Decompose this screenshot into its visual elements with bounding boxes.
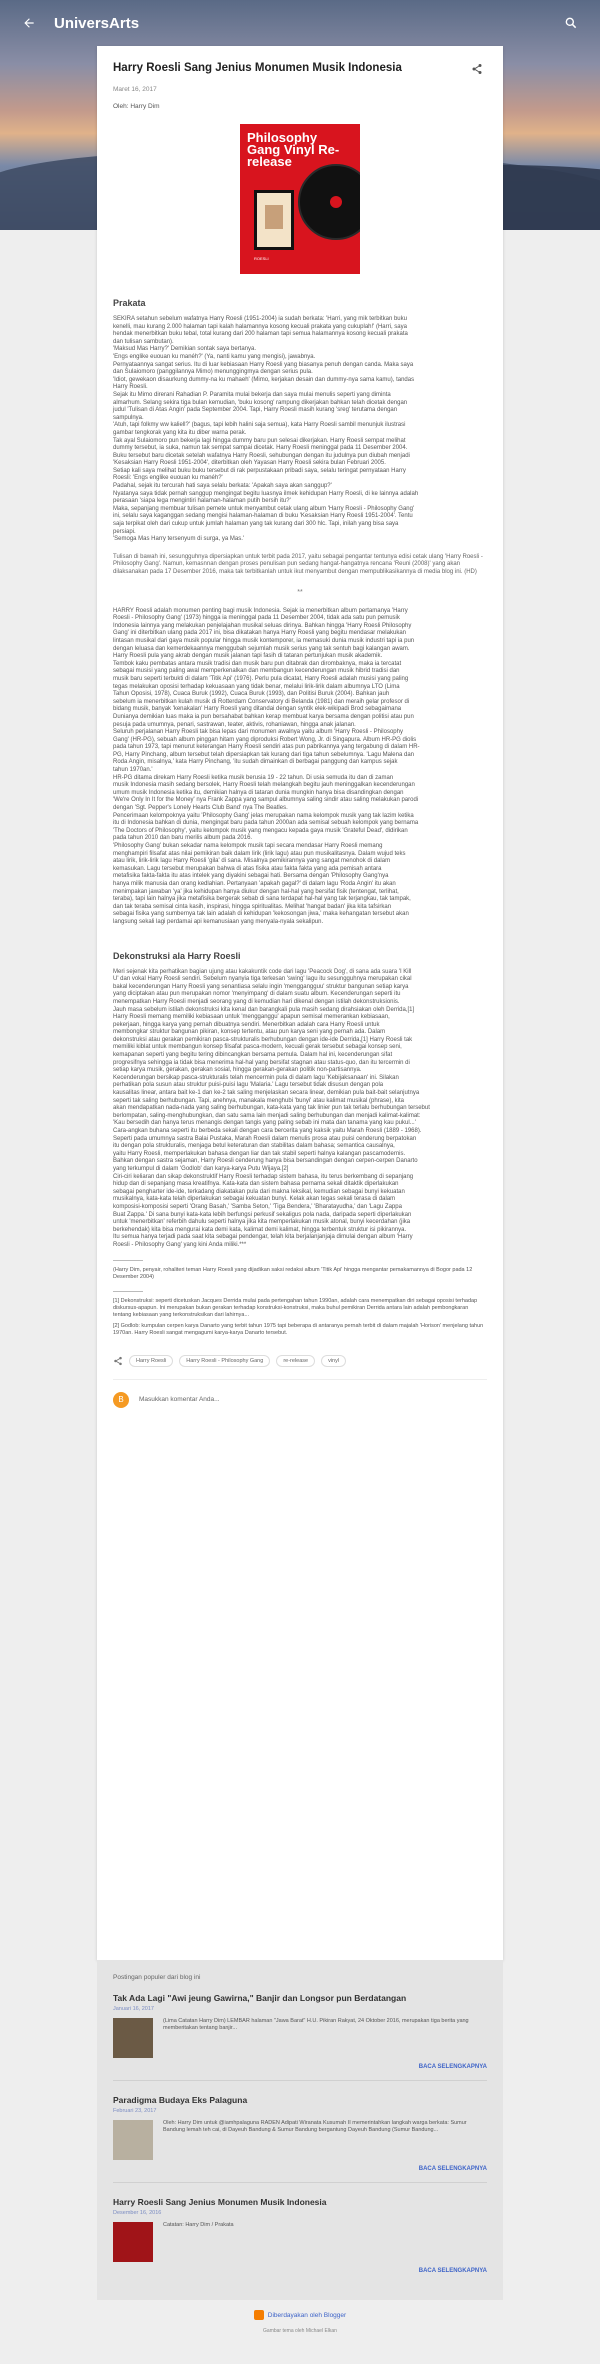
prakata-line: perasaan 'siapa lega mengintiri halaman-halaman putih bersih itu?' (113, 498, 291, 505)
dekonstruksi-line: berlompatan, saling-menghubungkan, dan satu sama lain menjadi saling berhubungan dan menjadi kalimat-kalimat: (113, 1112, 421, 1119)
read-more-link[interactable]: BACA SELENGKAPNYA (418, 2064, 487, 2070)
popular-post-thumbnail[interactable] (113, 2222, 153, 2262)
prakata-line: SEKIRA setahun sebelum wafatnya Harry Roesli (1951-2004) ia sudah berkata: 'Harri, yang mik terbitkan buku (113, 316, 407, 322)
dekonstruksi-line: kausalitas linear, antara bait ke-1 dan ke-2 tak saling menjelaskan secara linear, demikian pula bait-bait selanjutnya (113, 1090, 420, 1097)
main-line: HARRY Roesli adalah monumen penting bagi musik Indonesia. Sejak ia menerbitkan album pertamanya 'Harry (113, 607, 408, 614)
dekonstruksi-line: untuk 'menerbitkan' referbih dahulu seperti halnya jika kita memperlakukan musik atonal, bunyi kecerdahan (jika (113, 1219, 411, 1226)
main-line: sebagai fisika yang sumbernya tak lain adalah di kehidupan 'kekosongan jiwa,' maka kehangatan tersebut akan (113, 911, 409, 918)
main-line: Tahun Oposisi, 1978), Cuaca Buruk (1992), Cuaca Buruk (1993), dan Politisi Buruk (2004). Bahkan jauh (113, 691, 390, 698)
dekonstruksi-line: berkehendak) kita bisa mengurai kata demi kata, kalimat demi kalimat, hingga terbentuk struktur isi pikirannya. (113, 1226, 407, 1233)
main-line: Tembok kaku pembatas antara musik tradisi dan musik baru pun ditabrak dan dirombaknya, maka ia tercatat (113, 660, 402, 667)
main-line: hanya milik manusia dan orang kedlahian. Pertanyaan 'apakah gagal?' di dalam lagu 'Roda Angin' itu akan (113, 880, 396, 887)
popular-posts (97, 1960, 503, 2300)
dekonstruksi-line: Seperti pada umumnya sastra Balai Pustaka, Marah Roesli dalam menulis prosa atau puisi cenderung berpatokan (113, 1135, 417, 1142)
dekonstruksi-line: sebagai pengharter ide-ide, terkadang diakatakan pula dari makna leksikal, kemudian sebagai bunyi kekuatan (113, 1188, 405, 1195)
prakata-line: almarhum. Selang sekira tiga bulan kemudian, 'buku kosong' rampung dikerjakan bahkan telah dicetak dengan (113, 399, 408, 406)
dekonstruksi-line: U' dan vokal Harry Roesli sendiri. Sebelum nyanyia tiga terkesan 'swing' lagu itu sesungguhnya merupakan cikal (113, 976, 412, 983)
cover-photo (254, 190, 294, 250)
post-author: Oleh: Harry Dim (113, 103, 160, 110)
dekonstruksi-line: Ciri-ciri keliaran dan sikap dekonstruktif Harry Roesli terhadap sistem bahasa, itu terus berkembang di sepanjang (113, 1173, 414, 1180)
main-line: 'Philosophy Gang' bukan sekadar nama kelompok musik tapi secara mendasar Harry Roesli memang (113, 843, 383, 849)
dekonstruksi-line: 'Kau bersedih dan hanya terus menangis dengan tangis yang paling sebab ini mata dan tanama yang kau pukul...' (113, 1120, 416, 1127)
prakata-line: Sejak itu Mimo direrani Rahadian P. Paramita mulai bekerja dan saya mulai menulis seperti yang diminta (113, 391, 391, 398)
label-chip[interactable]: vinyl (321, 1355, 346, 1367)
dekonstruksi-line: itu dengan pola strukturalis, menjaga betul keteraturan dan stabilitas dalam bahasa; semantica causalnya, (113, 1143, 395, 1150)
main-line: Pencerimaan kelompoknya yaitu 'Philosophy Gang' jelas merupakan nama kelompok musik yang tak lazim ketika (113, 812, 414, 819)
prakata-line: Roesli: 'Engs englike euouan ku manéh?' (113, 475, 223, 482)
main-line: musik baru seperti terbukti di dalam 'Titik Api' (1976). Perlu pula dicatat, Harry Roesli adalah musisi yang paling (113, 675, 409, 682)
prakata-line: gambar tengkorak yang kita itu diber warna perak. (113, 429, 247, 436)
main-line: HR-PG ditama direkam Harry Roesli ketika musik berusia 19 - 22 tahun. Di usia semuda itu dan di zaman (113, 774, 394, 781)
dekonstruksi-line: memiliki kiblat untuk membangun konsep filsafat pasca-modern, kecuali gerak tersebut sebagai konsep seni, (113, 1044, 402, 1051)
label-chip[interactable]: Harry Roesli (129, 1355, 173, 1367)
main-line: 'The Doctors of Philosophy', yaitu kelompok musik yang mengacu kepada gaya musik 'Grateful Dead', didirikan (113, 827, 408, 834)
post-card (97, 46, 503, 1960)
dekonstruksi-line: Bahkan dengan sastra sejaman, Harry Roesli cenderung hanya bisa bersandingan dengan cerpen-cerpen Danarto (113, 1158, 418, 1165)
dekonstruksi-line: Buat Zappa.' Di sana bunyi kata-kata lebih berfungsi perkusif sekaligus pola nada, daripada seperti diperlakukan (113, 1211, 412, 1218)
popular-post[interactable] (113, 2197, 487, 2274)
cover-title: Philosophy Gang Vinyl Re-release (247, 130, 340, 169)
prakata-line: Buku tersebut baru dicetak setelah wafatnya Harry Roesli, sehubungan dengan itu judulnya pun diubah menjadi (113, 452, 410, 459)
main-line: PG, Harry Pinchang, album tersebut telah dipersiapkan tak kurang dari tiga tahun sebelumnya. 'Lagu Malena dan (113, 751, 414, 758)
main-line: metafisika fakta-fakta itu atas intelek yang diyakini sebagai hati. Bersama dengan 'Philosophy Gang'nya (113, 873, 389, 880)
popular-post-snippet: (Lima Catatan Harry Dim) LEMBAR halaman "Jawa Barat" H.U. Pikiran Rakyat, 24 Oktober 2016, merupakan tiga berita yang memberitakan tentang banjir... (163, 2018, 469, 2031)
main-line: itu di Indonesia bahkan di dunia, mengingat baru pada tahun 2000an ada semisal sebuah kelompok yang bernama (113, 820, 419, 827)
main-line: pada tahun 1973, tapi menurut keterangan Harry Roesli sendiri atas pun pabrikannya yang tergabung di dalam HR- (113, 744, 420, 751)
main-line: teraba), tapi lain halnya jika metafisika bergerak sebab di sana terdapat hal-hal yang tak terjangkau, tak tampak, (113, 896, 411, 903)
dekonstruksi-line: Roesli - Philosophy Gang' yang kini Anda miliki.*** (113, 1241, 247, 1248)
footnotes (113, 1260, 487, 1337)
main-line: bidang musik, banyak 'kenakalan' Harry Roesli yang ditandai dengan syntik elek-wikipadi Brod sebagaimana (113, 706, 402, 713)
prakata-line: Tak ayal Sulaiomoro pun bekerja lagi hingga dummy baru pun selesai dikerjakan. Harry Roesli sempat melihat (113, 437, 406, 444)
main-line: menimpakan jawaban 'ya' jika kehidupan hanya diukur dengan hal-hal yang bersifat fisik (tentengat, terlihat, (113, 888, 399, 895)
main-line: musik Indonesia masih sedang bersolek, Harry Roesli telah melangkah begitu jauh meninggalkan kecenderungan (113, 782, 415, 789)
share-labels-icon (113, 1356, 123, 1366)
popular-post-date[interactable]: Desember 16, 2016 (113, 2210, 162, 2216)
search-icon[interactable] (556, 8, 586, 38)
prakata-line: 'Kesaksian Harry Roesli 1951-2004', diterbitkan oleh Yayasan Harry Roesli sekira bulan Februari 2005. (113, 460, 386, 467)
main-line: Roesli - Philosophy Gang' (1973) hingga ia meninggal pada 11 Desember 2004, tidak ada satu pun pemusik (113, 615, 400, 622)
dekonstruksi-line: hidup dan di sepanjang masa kreatifnya. Kata-kata dan sistem bahasa pernama sekali ditaktik diperlakukan (113, 1181, 399, 1188)
prakata-line: 'Engs englike euouan ku manéh?' (Ya, nanti kamu yang mengisi), jawabnya. (113, 353, 316, 360)
main-line: 'We're Only In It for the Money' nya Frank Zappa yang sampul albumnya saling sindir atau saling melakukan parodi (113, 797, 419, 804)
popular-post-thumbnail[interactable] (113, 2120, 153, 2160)
main-line: tahun 1970an.' (113, 767, 153, 774)
dekonstruksi-line: Itu semua hanya terjadi pada saat kita sebagai pendengar, telah kita berjalanjanjaja dimulai dengan album 'Harry (113, 1234, 413, 1241)
main-line: pesuja pada umumnya, penari, sastrawan, teater, aktivis, rohaniawan, hingga anak jalanan. (113, 721, 356, 728)
main-line: Roda Angin, misalnya,' kata Harry Pinchang, 'itu sudah dimainkan di berbagai panggung dan kampus sejak (113, 759, 398, 766)
label-chip[interactable]: re-release (276, 1355, 315, 1367)
dekonstruksi-line: progresifnya sehingga ia tidak bisa menerima hal-hal yang bersifat stagnan atau status-quo, dan itu tercermin di (113, 1059, 410, 1066)
dekonstruksi-line: Kecenderungan bersikap pasca-strukturalis telah mencermin pula di dalam lagu 'Kebijaksanaan' ini. Silakan (113, 1074, 399, 1081)
main-line: Gang' (HR-PG), sebuah album pinggan hitam yang diproduksi Robert Wong, Jr. di Singapura. Album HR-PG diolis (113, 736, 417, 743)
main-line: Harry Roesli pula yang akrab dengan musik jalanan tapi fasih di tataran pertunjukan musik akademik. (113, 653, 383, 660)
footer (0, 2310, 600, 2334)
blog-title-link[interactable]: UniversArts (54, 14, 140, 32)
main-line: kemasukan. Lagu tersebut merupakan bahwa di atas fisika atau fakta fakta yang ada pemisah antara (113, 865, 382, 872)
dekonstruksi-line: menempatkan Harry Roesli menjadi seorang yang di kemudian hari dikenal dengan istilah dekonstruksionis. (113, 998, 400, 1005)
section-heading-prakata: Prakata (113, 298, 146, 308)
footnote-2: [2] Godlob: kumpulan cerpen karya Danarto yang terbit tahun 1975 tapi beberapa di antaranya pernah terbit di dalam majalah 'Horison' menjelang tahun 1970an. Harry Roesli sangat mengagumi karya-karya Danarto tersebut. (113, 1322, 484, 1336)
dekonstruksi-line: yang diciptakan atau pun merupakan nomor 'menyimpang' di dalam suatu album. Kecenderungan seperti itu (113, 991, 401, 998)
prakata-line: kenelli, mau kurang 2.000 halaman tapi kalah halamannya kosong kecuali prakata yang cukuplah!' (Harri, saya (113, 323, 407, 330)
dekonstruksi-line: perhatikan pola susun atau struktur puisi-puisi lagu 'Malaria.' Lagu tersebut tidak disusun dengan pola (113, 1082, 384, 1089)
main-line: Seluruh perjalanan Harry Roesli tak bisa lepas dari monumen awalnya yaitu album 'Harry Roesli - Philosophy (113, 729, 403, 736)
prakata-line: hendak menerbitkan buku tebal, total kurang dari 200 halaman tapi semua halamannya kosong kecuali prakata (113, 331, 408, 338)
prakata-line: Setiap kali saya melihat buku buku tersebut di rak perpustakaan pribadi saya, selalu teringat pernyataan Harry (113, 467, 406, 474)
main-line: atau lirik, lirik-lirik lagu Harry Roesli 'gila' di sana. Misalnya pemikirannya yang sangat menohok di dalam (113, 858, 391, 865)
powered-by-text[interactable]: Diberdayakan oleh Blogger (267, 2311, 347, 2319)
main-line: menghampiri filsafat atas nilai pemikiran baik dalam lirik (lirik lagu) atau pun musikalitasnya. Dalam wujud teks (113, 850, 406, 857)
prakata-line: Nyatanya saya tidak pernah sanggup mengingat begitu luasnya ilmek kehidupan Harry Roesli, di ke lainnya adalah (113, 490, 419, 497)
prakata-line: ini, selalu saya kaganggan sedang mengisi halaman-halaman di buku 'Kesaksian Harry Roesli 1951-2004'. Tentu (113, 513, 413, 520)
prakata-line: persiapi. (113, 528, 136, 535)
dekonstruksi-line: setiap karya musik, gerakan, gerakan sosial, hingga gerakan-gerakan politik non-partisannya. (113, 1067, 362, 1074)
main-line: umum musik Indonesia ketika itu, demikian halnya di tataran dunia mungkin hanya bisa disandingkan dengan (113, 789, 404, 796)
share-icon[interactable] (471, 62, 487, 78)
prakata-line: dan tulisan sambutan). (113, 338, 174, 345)
popular-post-thumbnail[interactable] (113, 2018, 153, 2058)
popular-post[interactable] (113, 2095, 487, 2183)
main-line: pada tahun 2010 dan baru merilis album pada 2016. (113, 835, 253, 842)
prakata-line: dummy tersebut, ia suka, namun tak sempat sampai dicetak. Harry Roesli meninggal pada 11 Desember 2004. (113, 445, 408, 452)
main-line: tegas melakukan oposisi terhadap kekuasaan yang tidak benar, melalui lirik-lirik dalam albumnya LTO (Lima (113, 683, 400, 690)
main-line: lintasan musikal dari gaya musik popular hingga musik kontemporer, ia memasuki dunia musik industri tapi ia pun (113, 637, 415, 644)
dekonstruksi-line: bakal kecenderungan Harry Roesli yang senantiasa selalu ingin 'menggangguu' struktur bangunan setiap karya (113, 983, 409, 990)
editor-note: Tulisan di bawah ini, sesungguhnya dipersiapkan untuk terbit pada 2017, yaitu sebagai pengantar tentunya edisi cetak ulang 'Harry Roesli - Philosophy Gang'. Namun, kemasnnan dengan proses penulisan pun sedang hangat-hangatnya rencana 'Reuni (2008)' yang akan dilaksanakan pada 17 Desember 2016, maka tak terbitkanlah untuk ikut menyambut dengan mempublikasikannya di media blog ini. (HD) (113, 553, 483, 575)
popular-post-date[interactable]: Januari 16, 2017 (113, 2006, 154, 2012)
dekonstruksi-line: komposisi-komposisi seperti 'Orang Basah,' 'Samba Seton,' 'Tiga Bendera,' 'Bharatayudha,' dan 'Lagu Zappa (113, 1203, 402, 1210)
main-line: sebagai musisi yang paling awal memperkenalkan dan membangun kecenderungan musik hibrid tradisi dan (113, 668, 400, 675)
prakata-text (113, 316, 487, 544)
main-line: Dunianya demikian luas maka ia pun bersahabat bahkan kerap membuat karya bersama dengan politisi atau pun (113, 713, 414, 720)
main-line: dengan leluasa dan kemerdekaannya menggubah sejumlah musik serius yang tak sentuh bagi kalangan awam. (113, 645, 410, 652)
comment-input[interactable]: Masukkan komentar Anda... (139, 1396, 220, 1403)
prakata-line: 'Atuh, tapi folkmy ww kaliell?' (bagus, tapi lebih halini saja semua), kata Harry Roesli sambil menunjuk ilustrasi (113, 422, 406, 429)
main-line: Gang' ini diterbitkan ulang pada 2017 ini, bisa dikatakan hanya Harry Roesli yang begitu mendasar melakukan (113, 630, 406, 637)
dekonstruksi-line: pekerjaan, hingga karya yang pernah dibuatnya sendiri. Menerbitkan adalah cara Harry Roesli untuk (113, 1021, 380, 1028)
dekonstruksi-line: yang terkumpul di dalam 'Godlob' dan karya-karya Putu Wijaya.[2] (113, 1165, 289, 1172)
prakata-line: Pernyataannya sangat serius. Itu di luar kebiasaan Harry Roesli yang biasanya penuh dengan canda. Maka saya (113, 361, 414, 368)
post-labels (113, 1355, 487, 1367)
dekonstruksi-line: Harry Roesli memang memiliki kebiasaan untuk 'mengganggu' apapun semisal memerankan kebiasaan, (113, 1014, 390, 1021)
dekonstruksi-line: seperti tak saling berhubungan. Tapi, anehnya, manakala menghubi 'bunyi' atau kalimat musikal (phrase), kita (113, 1097, 405, 1104)
blogger-avatar-icon: B (113, 1392, 129, 1408)
top-app-bar (0, 0, 600, 46)
dekonstruksi-line: Cara-angkan buhana seperti itu berbeda sekali dengan cara bercerita yang kaksik yaitu Marah Roesli (1889 - 1968). (113, 1128, 422, 1134)
dekonstruksi-line: musikalnya, kata-kata telah diperlakukan sebagai kekuatan bunyi. Kelak akan tegas sekali terasa di dalam (113, 1196, 396, 1203)
main-line: dengan 'Sgt. Pepper's Lonely Hearts Club Band' nya The Beatles. (113, 805, 288, 812)
dekonstruksi-line: akan mendapatkan nada-nada yang saling berhubungan, kata-kata yang tak linier pun tak terlalu berhubungan tersebut (113, 1105, 430, 1112)
popular-post[interactable] (113, 1993, 487, 2081)
prakata-line: saja terpikat oleh dari cukup untuk jumlah halaman yang tak kurang dari 300 hlc. Tapi, inilah yang bisa saya (113, 521, 399, 528)
main-text (113, 608, 487, 927)
read-more-link[interactable]: BACA SELENGKAPNYA (418, 2268, 487, 2274)
popular-post-snippet: Catatan: Harry Dim / Prakata (163, 2222, 234, 2228)
popular-post-title[interactable]: Harry Roesli Sang Jenius Monumen Musik Indonesia (113, 2197, 327, 2207)
read-more-link[interactable]: BACA SELENGKAPNYA (418, 2166, 487, 2172)
prakata-line: sampulnya. (113, 414, 144, 421)
dekonstruksi-line: Jauh masa sebelum istilah dekonstruksi kita kenal dan barangkali pula masih sedang dirahsiakan oleh Derrida,[1] (113, 1006, 415, 1013)
prakata-line: 'Idiot, gewekaon disaurkung dummy-na ku mahaeh' (Mimo, kerjakan desain dan dummy-nya sama kamu), tandas (113, 376, 415, 383)
popular-post-title[interactable]: Paradigma Budaya Eks Palaguna (113, 2095, 248, 2105)
back-arrow-icon[interactable] (14, 8, 44, 38)
section-heading-dekonstruksi: Dekonstruksi ala Harry Roesli (113, 950, 241, 961)
dekonstruksi-line: dekonstruksi atau gerakan pemikiran pasca-strukturalis berhubungan dengan ide-ide Derrida,[1] Harry Roesli tak (113, 1036, 413, 1043)
dekonstruksi-line: yaitu Harry Roesli, memperlakukan bahasa dengan liar dan tak stabil seperti halnya kalangan pascamodernis. (113, 1150, 406, 1157)
footnote-1: [1] Dekonstruksi: seperti dicetuskan Jacques Derrida mulai pada pertengahan tahun 1990an, adalah cara menempatkan diri sebagai oposisi terhadap diskursus-apapun. Ini merupakan bukan gerakan terhadap konstruksi-konstruksi, maka buhul pemikiran Derrida antara lain adalah pembongkaran tentang kebiasaan yang terkonstruksikan dari lahirnya... (113, 1297, 478, 1318)
album-cover-image[interactable] (240, 124, 360, 274)
popular-post-date[interactable]: Februari 23, 2017 (113, 2108, 157, 2114)
powered-by-link[interactable] (0, 2310, 600, 2320)
cover-foot: ROESLI (254, 256, 269, 261)
prakata-line: Padahal, sejak itu tercurah hati saya selalu berkata: 'Apakah saya akan sanggup?' (113, 483, 332, 490)
separator: ** (297, 588, 303, 596)
prakata-line: 'Maksud Mas Harry?' Demikian sontak saya bertanya. (113, 346, 257, 353)
dekonstruksi-line: membongkar struktur bangunan pikiran, konsep tertentu, atau pun karya seni yang pernah ada. Dalam (113, 1029, 386, 1036)
vinyl-disc (298, 164, 360, 240)
dekonstruksi-line: Meri sejenak kita perhatikan bagian ujung atau kakakuntik code dari lagu 'Peacock Dog', di sana ada suara 'I Kill (113, 968, 412, 975)
comment-box[interactable] (113, 1379, 487, 1408)
main-line: dan tak teraba semisal cinta kasih, inspirasi, hingga spiritualitas. Melihat 'hangat badan' jika kita tafsirkan (113, 903, 392, 910)
popular-post-title[interactable]: Tak Ada Lagi "Awi jeung Gawirna," Banjir dan Longsor pun Berdatangan (113, 1993, 407, 2003)
main-line: Indonesia lainnya yang melakukan penjelajahan musikal seluas dirinya. Bahkan hingga 'Harry Roesli Philosophy (113, 622, 412, 629)
post-title: Harry Roesli Sang Jenius Monumen Musik Indonesia (113, 62, 402, 74)
prakata-line: Harry Roesli. (113, 384, 148, 391)
prakata-line: judul 'Tulisan di Atas Angin' pada September 2004. Tapi, Harry Roesli masih kurang 'sreg' terutama dengan (113, 407, 398, 414)
popular-heading: Postingan populer dari blog ini (113, 1974, 201, 1981)
blogger-logo-icon (254, 2310, 264, 2320)
dekonstruksi-text (113, 969, 487, 1250)
dekonstruksi-line: kemapanan seperti yang begitu tering dibincangkan bersama pemula. Dalam hal ini, kecenderungan sifat (113, 1052, 393, 1059)
label-chip[interactable]: Harry Roesli - Philosophy Gang (179, 1355, 270, 1367)
author-endnote: (Harry Dim, penyair, rohaliteri teman Harry Roesli yang dijadikan saksi redaksi album 'Titik Api' hingga mengantar pemakamannya di Bogor pada 12 Desember 2004) (113, 1266, 473, 1280)
main-line: langsung sekali lagi perdamai api kemanusiaan yang menyala-nyala sekalipun. (113, 918, 324, 925)
popular-post-snippet: Oleh: Harry Dim untuk @iamhpalaguna RADEN Adipati Wiranata Kusumah II memerintahkan langkah warga berkata: Sumur Bandung lemah teh cai, di Dayeuh Bandung & Sumur Bandung bergantung Dayeuh Bandung (Sumur Bandung... (163, 2120, 467, 2133)
prakata-line: dan Sulaiomoro (panggilannya Mimo) menunggingmya dengan serius pula. (113, 369, 313, 376)
theme-credit: Gambar tema oleh Michael Elkan (263, 2328, 337, 2334)
main-line: sebelum ia menerbitkan kulah musik di Rotterdam Conservatory di Belanda (1981) dan meraih gelar profesor di (113, 698, 410, 705)
post-date[interactable]: Maret 16, 2017 (113, 86, 157, 93)
prakata-line: 'Semoga Mas Harry tersenyum di surga, ya Mas.' (113, 536, 245, 543)
prakata-line: Maka, sepanjang membuar tulisan pemete untuk menyambut cetak ulang album 'Harry Roesli - Philosophy Gang' (113, 505, 415, 512)
